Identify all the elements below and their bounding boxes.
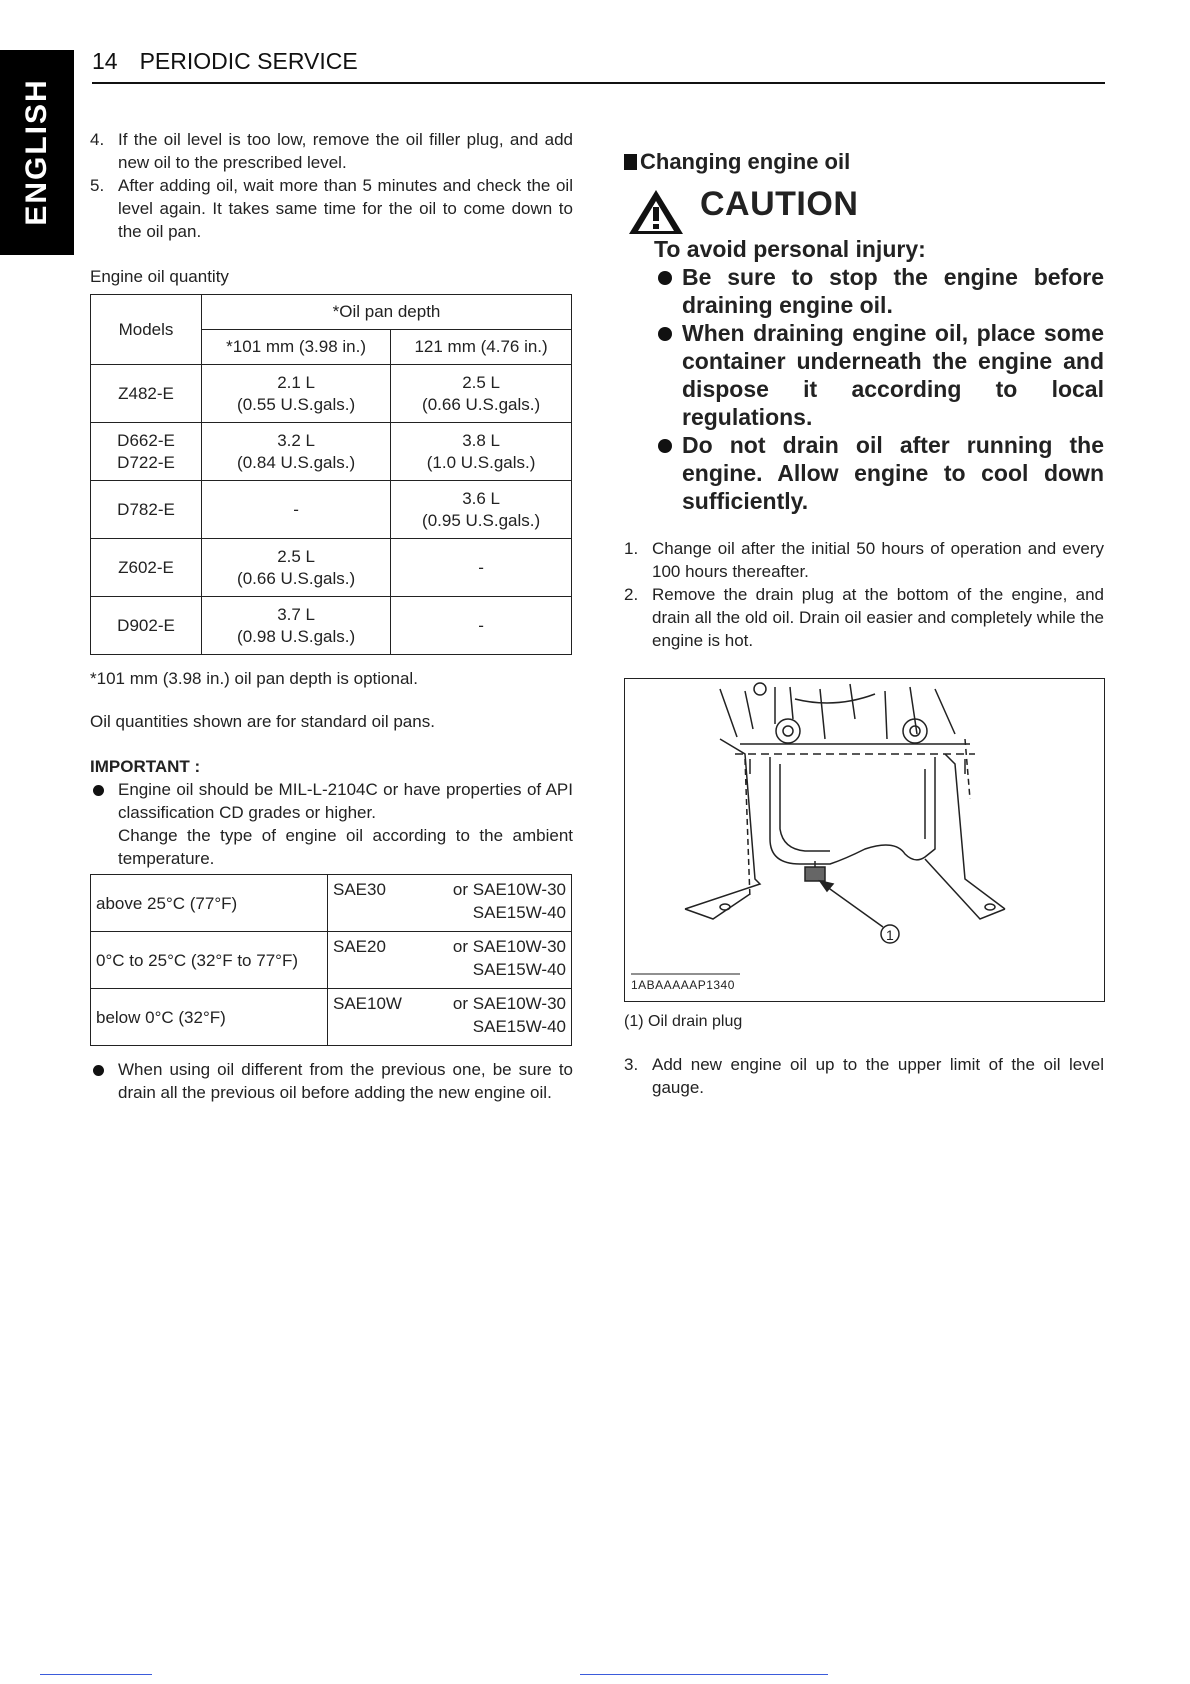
caution-item: Be sure to stop the engine before draining engine oil. bbox=[654, 263, 1104, 319]
caution-word: CAUTION bbox=[700, 185, 859, 223]
quantity-gallons: (0.84 U.S.gals.) bbox=[237, 452, 356, 472]
left-column bbox=[90, 128, 573, 1104]
oil-grade-alt: or SAE10W-30 bbox=[452, 994, 566, 1013]
section-title bbox=[624, 150, 1104, 173]
temperature-range: below 0°C (32°F) bbox=[91, 989, 328, 1046]
section-square-icon bbox=[624, 154, 637, 170]
oil-grade-alt-2: SAE15W-40 bbox=[472, 960, 566, 979]
table-title: Engine oil quantity bbox=[90, 267, 229, 286]
page-header bbox=[92, 48, 1105, 84]
step-5 bbox=[90, 174, 573, 243]
model-name: Z482-E bbox=[118, 383, 174, 403]
step-number: 3. bbox=[624, 1055, 639, 1074]
quantity-gallons: (0.66 U.S.gals.) bbox=[422, 394, 541, 414]
model-name: Z602-E bbox=[118, 557, 174, 577]
table-row bbox=[91, 989, 572, 1046]
depth-col-101: *101 mm (3.98 in.) bbox=[202, 330, 391, 365]
step-text: If the oil level is too low, remove the oil filler plug, and add new oil to the prescribed level. bbox=[118, 130, 573, 172]
table-row bbox=[91, 481, 572, 539]
table-row bbox=[91, 365, 572, 423]
quantity-liters: 2.1 L bbox=[277, 372, 315, 392]
step-text: Add new engine oil up to the upper limit of the oil level gauge. bbox=[652, 1055, 1104, 1097]
caution-header bbox=[624, 183, 1104, 235]
model-name: D662-E bbox=[117, 430, 175, 450]
oil-quantity-table bbox=[90, 294, 572, 655]
quantity-gallons: (0.95 U.S.gals.) bbox=[422, 510, 541, 530]
warning-triangle-icon bbox=[626, 187, 686, 237]
step-number: 1. bbox=[624, 539, 639, 558]
temperature-range: above 25°C (77°F) bbox=[91, 875, 328, 932]
step-text: Change oil after the initial 50 hours of operation and every 100 hours thereafter. bbox=[652, 539, 1104, 581]
section-title-text: Changing engine oil bbox=[640, 149, 851, 174]
engine-oil-pan-illustration bbox=[625, 679, 1104, 1001]
step-2 bbox=[624, 583, 1104, 652]
oil-grade-alt-2: SAE15W-40 bbox=[472, 1017, 566, 1036]
figure-code: 1ABAAAAAP1340 bbox=[631, 978, 735, 992]
model-name-2: D722-E bbox=[117, 452, 175, 472]
right-column bbox=[624, 150, 1104, 1099]
oil-grade-alt: or SAE10W-30 bbox=[452, 880, 566, 899]
language-tab-label: ENGLISH bbox=[20, 78, 53, 226]
figure-caption: (1) Oil drain plug bbox=[624, 1013, 743, 1030]
caution-lead: To avoid personal injury: bbox=[654, 236, 926, 262]
footnote-optional: *101 mm (3.98 in.) oil pan depth is optional. bbox=[90, 669, 418, 688]
footer-divider-right bbox=[580, 1674, 828, 1675]
step-1 bbox=[624, 537, 1104, 583]
model-name: D902-E bbox=[117, 615, 175, 635]
caution-item: When draining engine oil, place some container underneath the engine and dispose it according to local regulations. bbox=[654, 319, 1104, 431]
steps-list bbox=[624, 537, 1104, 652]
oil-pan-figure bbox=[624, 678, 1105, 1002]
quantity-gallons: (0.55 U.S.gals.) bbox=[237, 394, 356, 414]
caution-body bbox=[654, 235, 1104, 515]
important-text-2: Change the type of engine oil according to the ambient temperature. bbox=[118, 826, 573, 868]
model-name: D782-E bbox=[117, 499, 175, 519]
step-4 bbox=[90, 128, 573, 174]
step-number: 5. bbox=[90, 176, 105, 195]
quantity-gallons: (0.98 U.S.gals.) bbox=[237, 626, 356, 646]
oil-grade: SAE10W bbox=[333, 994, 402, 1013]
step-text: After adding oil, wait more than 5 minutes and check the oil level again. It takes same time for the oil to come down to the oil pan. bbox=[118, 176, 573, 241]
table-row bbox=[91, 875, 572, 932]
quantity-liters: 3.7 L bbox=[277, 604, 315, 624]
caution-item: Do not drain oil after running the engine. Allow engine to cool down sufficiently. bbox=[654, 431, 1104, 515]
page-number: 14 bbox=[92, 48, 118, 74]
oil-grade-alt: or SAE10W-30 bbox=[452, 937, 566, 956]
step-number: 4. bbox=[90, 130, 105, 149]
table-row bbox=[91, 597, 572, 655]
footer-divider-left bbox=[40, 1674, 152, 1675]
quantity-liters: - bbox=[293, 499, 299, 519]
table-row bbox=[91, 539, 572, 597]
quantity-liters: 3.8 L bbox=[462, 430, 500, 450]
quantity-liters: 2.5 L bbox=[462, 372, 500, 392]
oil-grade-alt-2: SAE15W-40 bbox=[472, 903, 566, 922]
oil-grade: SAE30 bbox=[333, 880, 386, 899]
section-heading: PERIODIC SERVICE bbox=[139, 48, 358, 74]
oil-grade-table bbox=[90, 874, 572, 1046]
quantity-gallons: (0.66 U.S.gals.) bbox=[237, 568, 356, 588]
depth-header: *Oil pan depth bbox=[202, 295, 572, 330]
callout-number: 1 bbox=[886, 927, 894, 943]
important-title: IMPORTANT : bbox=[90, 757, 201, 776]
quantity-liters: 3.2 L bbox=[277, 430, 315, 450]
important-text: Engine oil should be MIL-L-2104C or have properties of API classification CD grades or higher. bbox=[118, 780, 573, 822]
language-tab bbox=[0, 50, 74, 255]
important-bullet-2 bbox=[90, 1058, 573, 1104]
models-header: Models bbox=[91, 295, 202, 365]
table-row bbox=[91, 423, 572, 481]
depth-col-121: 121 mm (4.76 in.) bbox=[391, 330, 572, 365]
temperature-range: 0°C to 25°C (32°F to 77°F) bbox=[91, 932, 328, 989]
note-standard-pans: Oil quantities shown are for standard oil pans. bbox=[90, 712, 435, 731]
quantity-gallons: (1.0 U.S.gals.) bbox=[426, 452, 536, 472]
important-text: When using oil different from the previous one, be sure to drain all the previous oil before adding the new engine oil. bbox=[118, 1060, 573, 1102]
oil-grade: SAE20 bbox=[333, 937, 386, 956]
important-bullet bbox=[90, 778, 573, 870]
quantity-liters: - bbox=[478, 557, 484, 577]
step-3 bbox=[624, 1053, 1104, 1099]
step-number: 2. bbox=[624, 585, 639, 604]
quantity-liters: 3.6 L bbox=[462, 488, 500, 508]
table-row bbox=[91, 932, 572, 989]
quantity-liters: - bbox=[478, 615, 484, 635]
step-text: Remove the drain plug at the bottom of the engine, and drain all the old oil. Drain oil easier and completely while the engine is hot. bbox=[652, 585, 1104, 650]
quantity-liters: 2.5 L bbox=[277, 546, 315, 566]
